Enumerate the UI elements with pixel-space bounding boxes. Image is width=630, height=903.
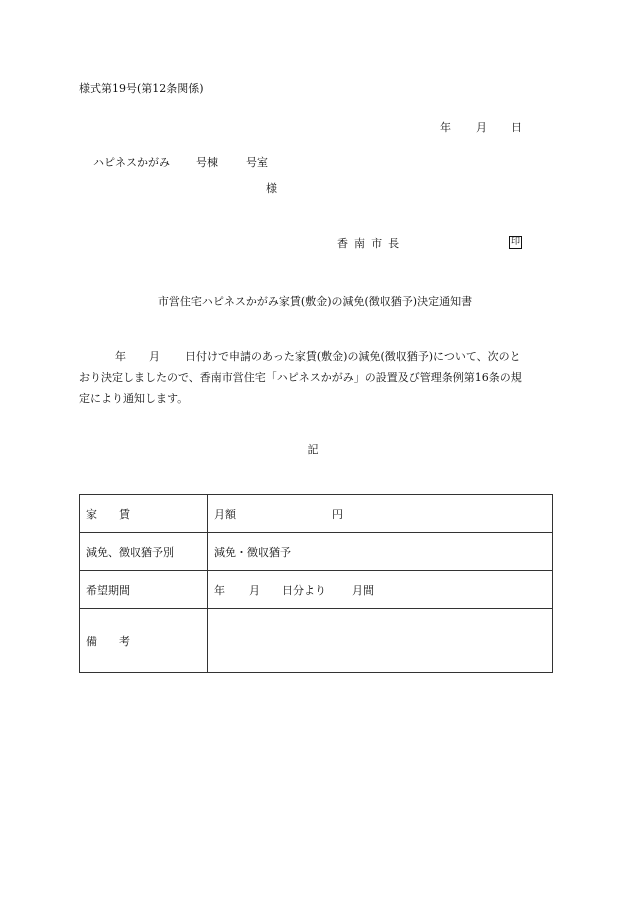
recipient-honorific: 様 <box>266 182 277 195</box>
body-paragraph <box>79 346 551 409</box>
seal-mark: 印 <box>510 237 520 247</box>
table-row-remarks <box>80 609 553 673</box>
rent-monthly-label: 月額 <box>214 507 236 521</box>
body-month: 月 <box>149 350 160 363</box>
table-row-type <box>80 533 553 571</box>
rent-label: 家 賃 <box>80 495 208 533</box>
remarks-label: 備 考 <box>80 609 208 673</box>
document-title: 市営住宅ハピネスかがみ家賃(敷金)の減免(徴収猶予)決定通知書 <box>157 295 473 308</box>
period-value <box>208 571 553 609</box>
recipient-room: 号室 <box>246 156 268 169</box>
issuer-name: 香南市長 <box>337 237 406 250</box>
period-year: 年 <box>214 583 225 597</box>
body-line-1 <box>79 346 551 367</box>
memo-label: 記 <box>307 443 319 456</box>
period-label: 希望期間 <box>80 571 208 609</box>
table-row-rent <box>80 495 553 533</box>
period-months: 月間 <box>352 583 374 597</box>
table-row-period <box>80 571 553 609</box>
recipient-estate: ハピネスかがみ <box>93 156 170 169</box>
body-line-1-rest: 日付けで申請のあった家賃(敷金)の減免(徴収猶予)について、次のと <box>185 350 521 363</box>
body-line-3: 定により通知します。 <box>79 392 189 405</box>
recipient-address <box>93 157 268 168</box>
period-day-from: 日分より <box>282 583 326 597</box>
details-table <box>79 494 553 673</box>
remarks-value <box>208 609 553 673</box>
period-month: 月 <box>249 583 260 597</box>
date-line <box>440 122 522 133</box>
rent-value <box>208 495 553 533</box>
recipient-building: 号棟 <box>196 156 218 169</box>
type-value: 減免・徴収猶予 <box>208 533 553 571</box>
form-number: 様式第19号(第12条関係) <box>79 82 204 95</box>
body-year: 年 <box>115 350 126 363</box>
date-day: 日 <box>511 121 522 134</box>
date-month: 月 <box>476 121 487 134</box>
date-year: 年 <box>440 121 451 134</box>
type-label: 減免、徴収猶予別 <box>80 533 208 571</box>
rent-yen-label: 円 <box>332 507 343 521</box>
body-line-2: おり決定しましたので、香南市営住宅「ハピネスかがみ」の設置及び管理条例第16条の規 <box>79 371 522 384</box>
